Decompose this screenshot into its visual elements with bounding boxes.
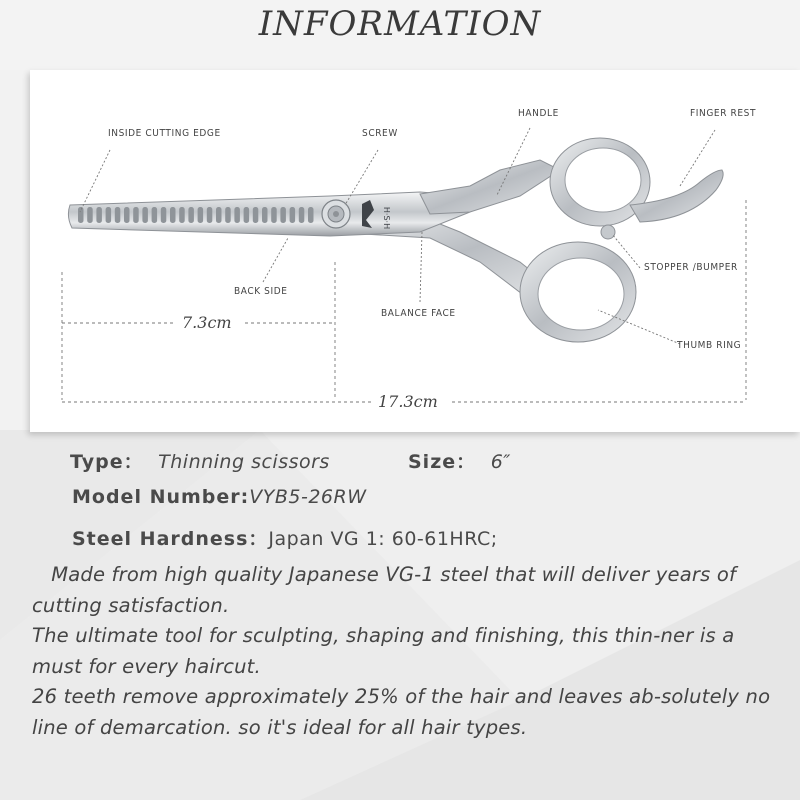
description-paragraph-2: The ultimate tool for sculpting, shaping and finishing, this thin-ner is a must for every haircut. [32,624,735,678]
blade-tooth [96,207,102,223]
total-length-dimension: 17.3cm [378,392,438,411]
blade-tooth [299,207,305,223]
spec-hardness-value: Japan VG 1: 60-61HRC; [268,528,498,550]
spec-model [72,486,367,508]
upper-handle [420,160,560,214]
blade-tooth [179,207,185,223]
spec-size-label: Size： [408,451,477,473]
blade-tooth [262,207,268,223]
blade-tooth [216,207,222,223]
product-description [32,560,778,743]
blade-tooth [161,207,167,223]
label-balance-face: BALANCE FACE [381,308,456,319]
description-paragraph-3: 26 teeth remove approximately 25% of the hair and leaves ab-solutely no line of demarcation. so it's ideal for all hair types. [32,685,771,739]
stopper-bumper [601,225,615,239]
blade-tooth [124,207,130,223]
screw [322,200,350,228]
spec-hardness-label: Steel Hardness： [72,528,269,550]
label-finger-rest: FINGER REST [690,108,757,119]
blade-tooth [290,207,296,223]
spec-type [70,447,330,474]
blade-tooth [225,207,231,223]
blade-tooth [115,207,121,223]
blade-tooth [170,207,176,223]
label-handle: HANDLE [518,108,559,119]
spec-type-value: Thinning scissors [158,451,330,473]
blade-tooth [308,207,314,223]
blade-tooth [87,207,93,223]
spec-hardness [72,524,498,551]
spec-model-value: VYB5-26RW [249,486,367,508]
blade-tooth [234,207,240,223]
blade-tooth [280,207,286,223]
blade-tooth [207,207,213,223]
blade-tooth [106,207,112,223]
blade-tooth [133,207,139,223]
spec-model-label: Model Number: [72,486,250,508]
page-title: INFORMATION [258,4,542,44]
blade-length-dimension: 7.3cm [182,313,232,332]
blade-tooth [271,207,277,223]
label-thumb-ring: THUMB RING [677,340,742,351]
blade-tooth [198,207,204,223]
spec-size [408,447,511,474]
blade-tooth [253,207,258,223]
blade-tooth [142,207,148,223]
label-inside-cutting-edge: INSIDE CUTTING EDGE [108,128,221,139]
blade-tooth [152,207,158,223]
label-stopper-bumper: STOPPER /BUMPER [644,262,738,273]
spec-type-label: Type： [70,451,144,473]
blade-tooth [78,207,84,223]
spec-size-value: 6″ [490,451,511,473]
blade-tooth [188,207,194,223]
label-back-side: BACK SIDE [234,286,288,297]
label-screw: SCREW [362,128,398,139]
description-paragraph-1: Made from high quality Japanese VG-1 steel that will deliver years of cutting satisfaction. [32,563,737,617]
brand-mark: H·S·H [382,206,391,230]
blade-tooth [244,207,250,223]
thumb-ring [520,242,636,342]
